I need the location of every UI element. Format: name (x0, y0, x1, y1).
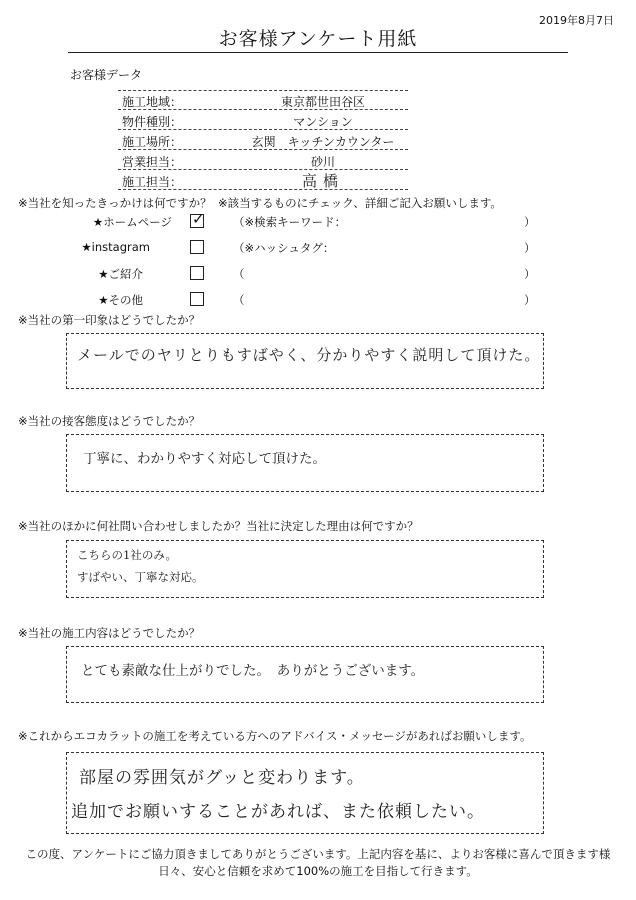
option-other (60, 289, 143, 311)
answer-box-work-quality (66, 646, 544, 703)
info-value: 砂川 (310, 155, 335, 169)
answer-box-advice-message (66, 752, 544, 834)
option-detail: （ (233, 267, 245, 281)
info-label: 施工場所： (122, 135, 183, 149)
answer-box-first-impression (66, 333, 544, 389)
option-close-paren: ） (524, 267, 536, 281)
option-detail: （※検索キーワード： (233, 215, 347, 229)
page-title: お客様アンケート用紙 (218, 28, 418, 50)
question-other-companies: ※当社のほかに何社問い合わせしましたか？当社に決定した理由は何ですか？ (18, 519, 419, 533)
answer-box-customer-service (66, 434, 544, 492)
footer-line-1: この度、アンケートにご協力頂きましてありがとうございます。上記内容を基に、よりお客様に喜んで頂きます様 (25, 847, 611, 861)
referral-checkbox[interactable] (190, 266, 204, 280)
info-label: 営業担当： (122, 155, 183, 169)
option-close-paren: ） (524, 241, 536, 255)
option-label: ★その他 (98, 293, 143, 307)
option-referral (60, 263, 143, 285)
info-label: 施工担当： (122, 175, 183, 189)
title-underline (68, 52, 568, 53)
option-label: ★ご紹介 (98, 267, 143, 281)
option-detail: （※ハッシュタグ： (233, 241, 335, 255)
option-homepage (60, 211, 172, 233)
handwritten-answer: 部屋の雰囲気がグッと変わります。 (79, 768, 365, 788)
footer-line-2: 日々、安心と信頼を求めて100%の施工を目指して行きます。 (158, 864, 478, 878)
customer-data-label: お客様データ (70, 68, 143, 82)
checkmark-icon: ✓ (192, 210, 205, 228)
answer-box-other-companies (66, 540, 544, 598)
option-label: ★ホームページ (92, 215, 172, 229)
source-question: ※当社を知ったきっかけは何ですか？ (18, 196, 212, 210)
homepage-checkbox[interactable] (190, 210, 205, 228)
info-row-location (118, 131, 408, 150)
handwritten-answer: すばやい、丁寧な対応。 (77, 570, 204, 584)
handwritten-answer: とても素敵な仕上がりでした。 ありがとうございます。 (81, 663, 425, 679)
info-value: 東京都世田谷区 (280, 95, 365, 109)
question-first-impression: ※当社の第一印象はどうでしたか？ (18, 313, 201, 327)
info-row-area (118, 90, 408, 110)
customer-data-table (118, 90, 408, 191)
question-work-quality: ※当社の施工内容はどうでしたか？ (18, 626, 201, 640)
option-close-paren: ） (524, 215, 536, 229)
question-advice-message: ※これからエコカラットの施工を考えている方へのアドバイス・メッセージがあればお願いします。 (18, 729, 532, 743)
option-detail: （ (233, 293, 245, 307)
info-row-property-type (118, 111, 408, 130)
info-value: マンション (293, 115, 353, 129)
option-instagram (60, 237, 150, 259)
info-label: 施工地域： (122, 95, 183, 109)
option-label: ★instagram (81, 240, 150, 254)
info-label: 物件種別： (122, 115, 183, 129)
handwritten-answer: 追加でお願いすることがあれば、また依頼したい。 (71, 802, 485, 822)
source-instruction: ※該当するものにチェック、詳細ご記入お願いします。 (218, 196, 502, 210)
survey-date: 2019年8月7日 (539, 14, 614, 27)
other-checkbox[interactable] (190, 292, 204, 306)
handwritten-installer-name: 高橋 (301, 172, 344, 190)
question-customer-service: ※当社の接客態度はどうでしたか？ (18, 414, 201, 428)
info-row-sales-rep (118, 151, 408, 170)
handwritten-answer: こちらの1社のみ。 (77, 548, 178, 562)
option-close-paren: ） (524, 293, 536, 307)
info-value: 玄関 キッチンカウンター (251, 135, 395, 149)
handwritten-answer: 丁寧に、わかりやすく対応して頂けた。 (83, 451, 326, 467)
info-row-installer (118, 171, 408, 190)
instagram-checkbox[interactable] (190, 240, 204, 254)
handwritten-answer: メールでのヤリとりもすばやく、分かりやすく説明して頂けた。 (77, 346, 541, 364)
